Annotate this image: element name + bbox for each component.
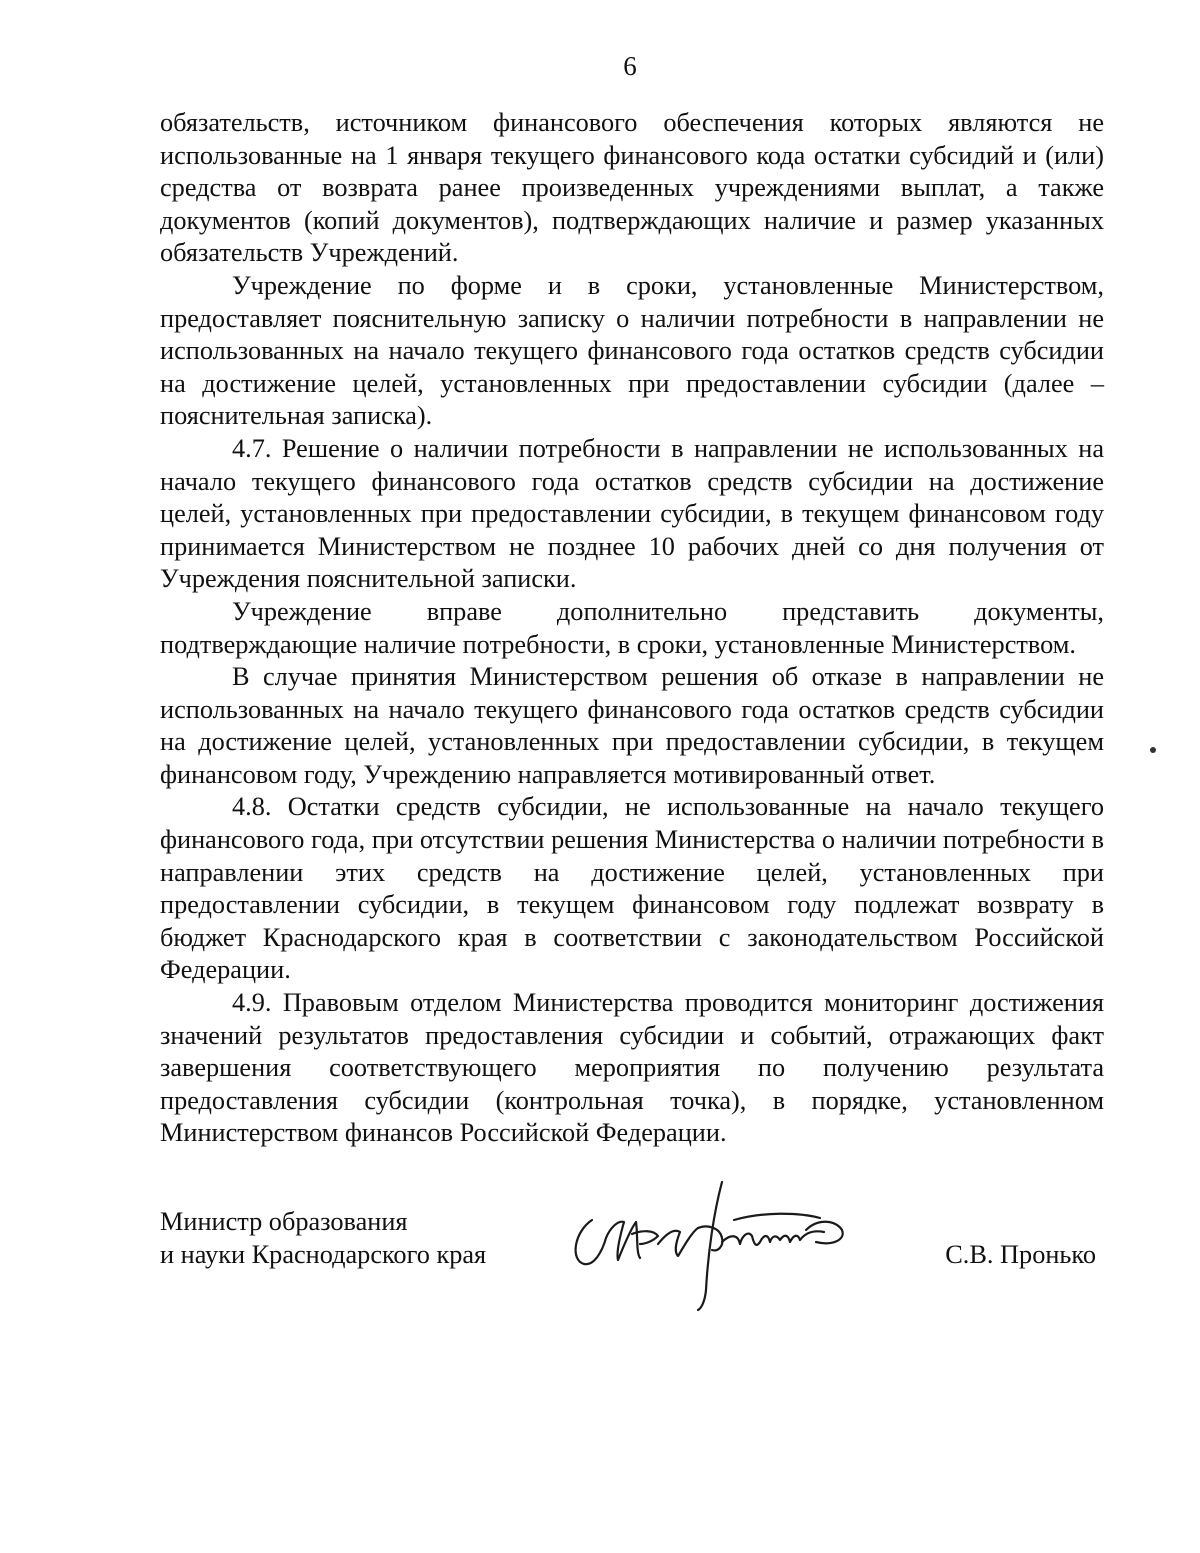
paragraph-explanatory-note: Учреждение по форме и в сроки, установленные Министерством, предоставляет пояснительную записку о наличии потребности в направлении не использованных на начало текущего финансового года остатков средств субсидии на достижение целей, установленных при предоставлении субсидии (далее – пояснительная записка). <box>160 270 1104 431</box>
signature-block <box>160 1205 1104 1325</box>
paragraph-4-8: 4.8. Остатки средств субсидии, не использованные на начало текущего финансового года, при отсутствии решения Министерства о наличии потребности в направлении этих средств на достижение целей, установленных при предоставлении субсидии, в текущем финансовом году подлежат возврату в бюджет Краснодарского края в соответствии с законодательством Российской Федерации. <box>160 792 1104 985</box>
document-body <box>160 107 1104 1150</box>
signatory-name: С.В. Пронько <box>945 1240 1096 1269</box>
signatory-title-line-1: Министр образования <box>160 1207 408 1236</box>
page-number: 6 <box>623 51 637 81</box>
signatory-title <box>160 1205 486 1271</box>
paragraph-4-9: 4.9. Правовым отделом Министерства проводится мониторинг достижения значений результатов предоставления субсидии и событий, отражающих факт завершения соответствующего мероприятия по получению результата предоставления субсидии (контрольная точка), в порядке, установленном Министерством финансов Российской Федерации. <box>160 988 1104 1148</box>
signatory-title-line-2: и науки Краснодарского края <box>160 1240 487 1269</box>
scan-speck-mark <box>1150 747 1156 753</box>
handwritten-signature-icon <box>562 1172 892 1312</box>
paragraph-refusal-case: В случае принятия Министерством решения об отказе в направлении не использованных на начало текущего финансового года остатков средств субсидии на достижение целей, установленных при предоставлении субсидии, в текущем финансовом году, Учреждению направляется мотивированный ответ. <box>160 662 1104 789</box>
paragraph-additional-documents: Учреждение вправе дополнительно представить документы, подтверждающие наличие потребности, в сроки, установленные Министерством. <box>160 596 1104 659</box>
paragraph-obligations-continuation: обязательств, источником финансового обеспечения которых являются не использованные на 1 января текущего финансового кода остатки субсидий и (или) средства от возврата ранее произведенных учреждениями выплат, а также документов (копий документов), подтверждающих наличие и размер указанных обязательств Учреждений. <box>160 108 1104 268</box>
paragraph-4-7: 4.7. Решение о наличии потребности в направлении не использованных на начало текущего финансового года остатков средств субсидии на достижение целей, установленных при предоставлении субсидии, в текущем финансовом году принимается Министерством не позднее 10 рабочих дней со дня получения от Учреждения пояснительной записки. <box>160 433 1104 594</box>
